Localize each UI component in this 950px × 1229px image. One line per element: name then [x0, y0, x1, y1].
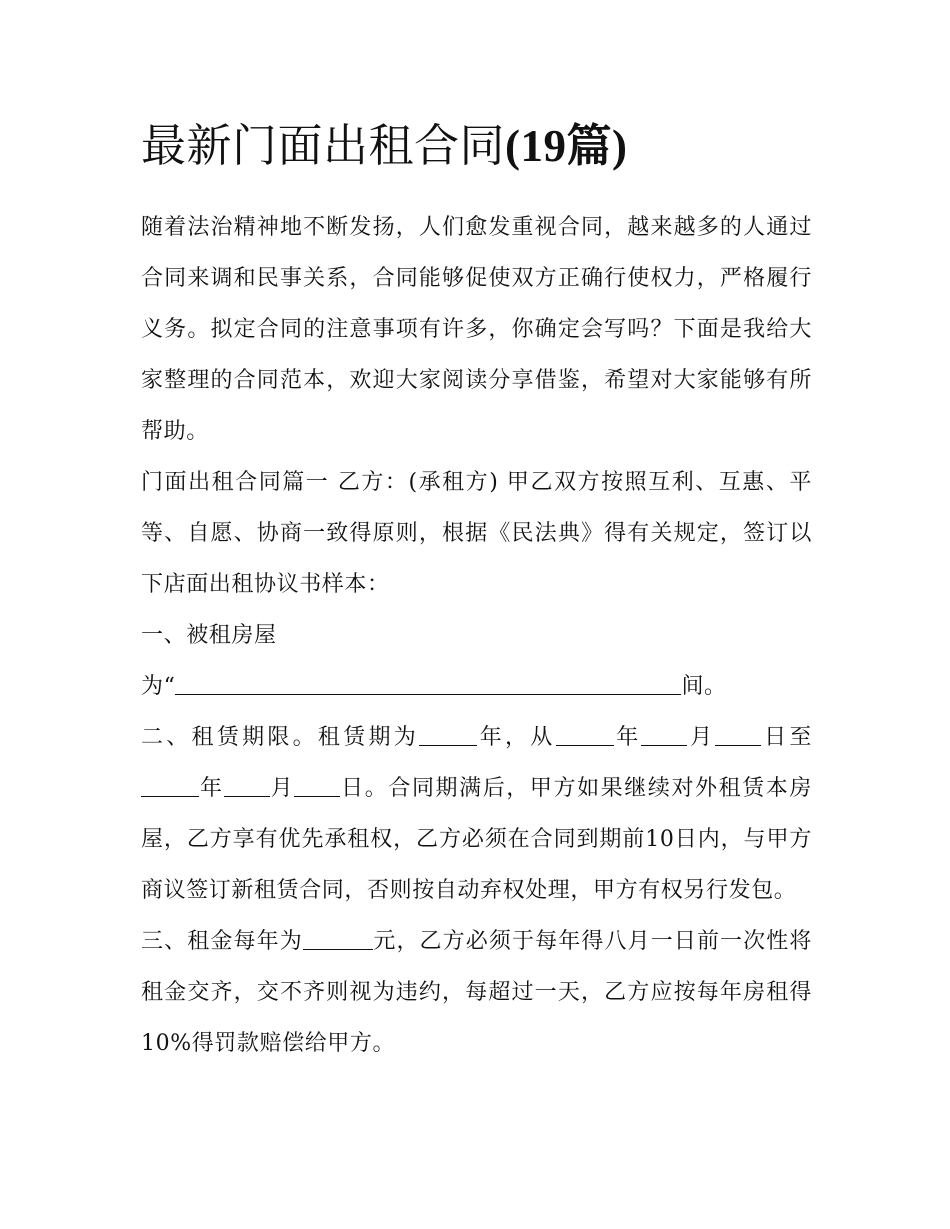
clause-2-text-a: 二、租赁期限。租赁期为	[141, 725, 420, 750]
blank-line-years	[419, 723, 477, 746]
clause-3-text-a: 三、租金每年为	[141, 929, 303, 954]
clause-2-text-d: 月	[687, 725, 716, 750]
blank-line-start-year	[556, 723, 614, 746]
blank-line-end-month	[224, 774, 270, 797]
clause-1-heading: 一、被租房屋	[141, 623, 277, 648]
blank-line-rent-amount	[303, 927, 373, 950]
blank-line-start-month	[641, 723, 687, 746]
clause-3-text-b: 元，乙方必须于每年得八月一日前一次性将租金交齐，交不齐则视为违约，每超过一天，乙方应按每年房租得10%得罚款赔偿给甲方。	[141, 929, 812, 1056]
title-number: (19篇)	[505, 121, 628, 171]
clause-2-text-g: 月	[269, 776, 295, 801]
contract-intro-paragraph: 门面出租合同篇一 乙方：(承租方) 甲乙双方按照互利、互惠、平等、自愿、协商一致得原则，根据《民法典》得有关规定，签订以下店面出租协议书样本：	[141, 470, 812, 597]
clause-1-body	[141, 661, 812, 712]
clause-3-paragraph	[141, 916, 812, 1069]
blank-line-end-day	[294, 774, 340, 797]
intro-paragraph: 随着法治精神地不断发扬，人们愈发重视合同，越来越多的人通过合同来调和民事关系，合同能够促使双方正确行使权力，严格履行义务。拟定合同的注意事项有许多，你确定会写吗？下面是我给大家整理的合同范本，欢迎大家阅读分享借鉴，希望对大家能够有所帮助。	[141, 215, 812, 444]
clause-2-text-c: 年	[613, 725, 642, 750]
clause-2-text-b: 年，从	[477, 725, 556, 750]
title-main: 最新门面出租合同	[141, 119, 506, 172]
document-title	[141, 108, 812, 184]
blank-line-house	[175, 672, 681, 695]
clause-1-prefix: 为“	[141, 674, 176, 699]
clause-2-paragraph	[141, 712, 812, 916]
clause-2-text-f: 年	[199, 776, 224, 801]
clause-2-text-h: 日。合同期满后，甲方如果继续对外租赁本房屋，乙方享有优先承租权，乙方必须在合同到期前10日内，与甲方商议签订新租赁合同，否则按自动弃权处理，甲方有权另行发包。	[141, 776, 812, 903]
clause-2-text-e: 日至	[761, 725, 812, 750]
clause-1-suffix: 间。	[681, 674, 727, 699]
blank-line-start-day	[715, 723, 761, 746]
blank-line-end-year	[141, 774, 199, 797]
